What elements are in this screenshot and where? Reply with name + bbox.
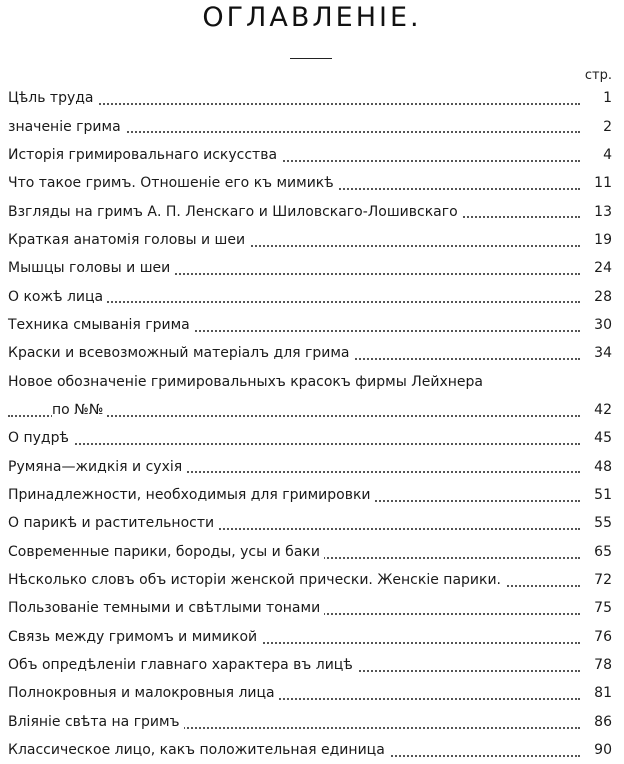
toc-entry-page: 78	[590, 657, 612, 673]
toc-entry-title: Принадлежности, необходимыя для гримировки	[8, 487, 375, 503]
toc-entry-title: Взгляды на гримъ А. П. Ленскаго и Шиловскаго-Лошивскаго	[8, 204, 462, 220]
toc-entry-title: О парикѣ и растительности	[8, 515, 218, 531]
page-column-label: стр.	[584, 68, 612, 83]
toc-entry-page: 55	[590, 515, 612, 531]
toc-entry-page: 90	[590, 742, 612, 758]
toc-entry-page: 81	[590, 685, 612, 701]
toc-entry-title: Румяна—жидкія и сухія	[8, 459, 186, 475]
toc-entry-title: по №№	[52, 402, 107, 418]
toc-entry	[0, 339, 624, 367]
toc-entry-page: 28	[590, 289, 612, 305]
toc-entry	[0, 367, 624, 395]
toc-entry-title: Современные парики, бороды, усы и баки	[8, 544, 324, 560]
toc-entry-page: 86	[590, 714, 612, 730]
toc-entry-title: Техника смыванія грима	[8, 317, 194, 333]
toc-entry-title: О пудрѣ	[8, 430, 73, 446]
toc-entry-title: Объ опредѣленіи главнаго характера въ лицѣ	[8, 657, 357, 673]
toc-entry-page: 30	[590, 317, 612, 333]
toc-entry	[0, 651, 624, 679]
toc-entry-page: 51	[590, 487, 612, 503]
toc-entry-title: О кожѣ лица	[8, 289, 107, 305]
toc-entry-title: Связь между гримомъ и мимикой	[8, 629, 261, 645]
toc-entry-page: 76	[590, 629, 612, 645]
toc-entry-page: 34	[590, 345, 612, 361]
toc-entry-title: Краски и всевозможный матеріалъ для грима	[8, 345, 354, 361]
toc-entry-page: 19	[590, 232, 612, 248]
toc-entry	[0, 452, 624, 480]
dot-leader	[8, 443, 580, 445]
toc-entry	[0, 396, 624, 424]
toc-entry-page: 45	[590, 430, 612, 446]
toc-entry	[0, 84, 624, 112]
toc-entry-page: 2	[599, 119, 612, 135]
toc-entry-page: 24	[590, 260, 612, 276]
toc-entry	[0, 282, 624, 310]
toc-entry	[0, 141, 624, 169]
toc-entry-title: Краткая анатомія головы и шеи	[8, 232, 249, 248]
toc-entry-title: Пользованіе темными и свѣтлыми тонами	[8, 600, 324, 616]
toc-entry-title: Полнокровныя и малокровныя лица	[8, 685, 279, 701]
toc-entry-page: 72	[590, 572, 612, 588]
toc-entry	[0, 311, 624, 339]
toc-entry	[0, 424, 624, 452]
toc-entry-page: 1	[599, 90, 612, 106]
toc-entry-page: 11	[590, 175, 612, 191]
toc-entry	[0, 481, 624, 509]
toc-entry-title: Что такое гримъ. Отношеніе его къ мимикѣ	[8, 175, 338, 191]
toc-entry	[0, 169, 624, 197]
toc-entry	[0, 112, 624, 140]
toc-entry	[0, 538, 624, 566]
toc-entry	[0, 197, 624, 225]
toc-entry-title: Классическое лицо, какъ положительная единица	[8, 742, 389, 758]
toc-entry-title: Мышцы головы и шеи	[8, 260, 174, 276]
toc-entry-title: Исторія гримировальнаго искусства	[8, 147, 281, 163]
toc-entry	[0, 736, 624, 764]
toc-entry-page: 4	[599, 147, 612, 163]
toc-entry-title: Новое обозначеніе гримировальныхъ красокъ фирмы Лейхнера	[8, 374, 487, 390]
toc-entry	[0, 566, 624, 594]
toc-entry-page: 75	[590, 600, 612, 616]
toc-entry	[0, 254, 624, 282]
toc-entry	[0, 226, 624, 254]
toc-entry-title: Нѣсколько словъ объ исторіи женской прически. Женскіе парики.	[8, 572, 505, 588]
table-of-contents	[0, 84, 624, 764]
toc-entry	[0, 623, 624, 651]
toc-entry-page: 13	[590, 204, 612, 220]
toc-entry	[0, 509, 624, 537]
toc-entry	[0, 679, 624, 707]
toc-entry-title: Вліяніе свѣта на гримъ	[8, 714, 184, 730]
page-title: ОГЛАВЛЕНІЕ.	[202, 2, 422, 33]
toc-entry-page: 42	[590, 402, 612, 418]
toc-entry-page: 65	[590, 544, 612, 560]
toc-entry-title: значеніе грима	[8, 119, 125, 135]
toc-entry	[0, 708, 624, 736]
title-divider	[290, 58, 332, 59]
toc-entry-title: Цѣль труда	[8, 90, 98, 106]
toc-entry	[0, 594, 624, 622]
toc-entry-page: 48	[590, 459, 612, 475]
